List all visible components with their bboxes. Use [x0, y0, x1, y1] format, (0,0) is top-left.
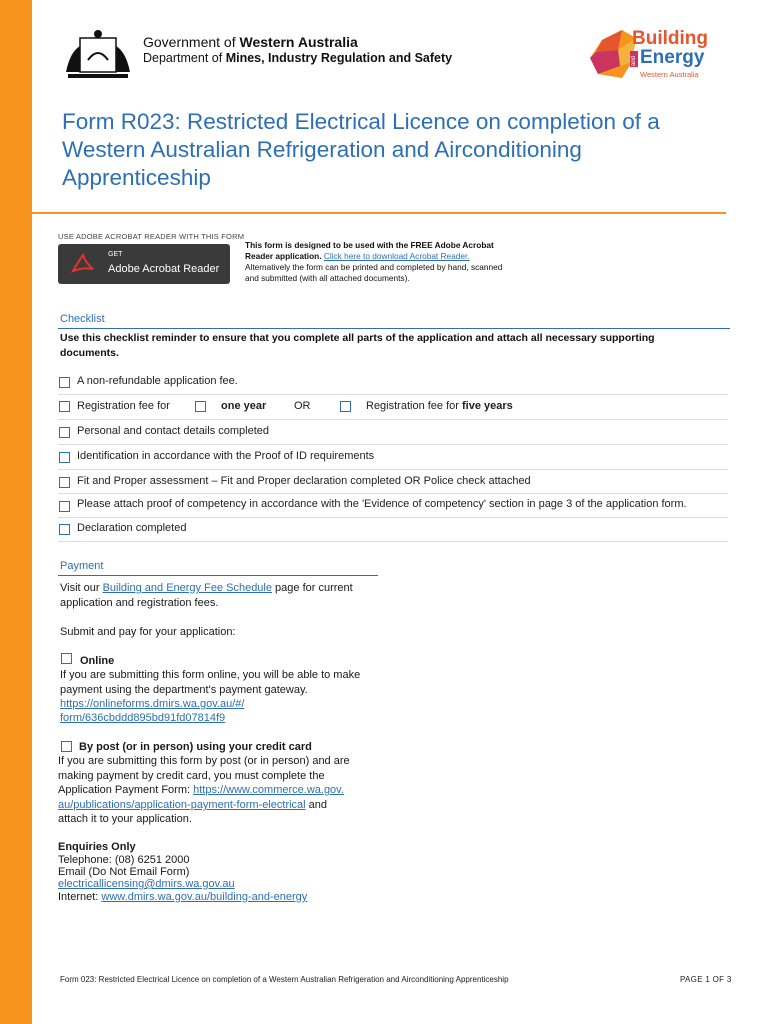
online-text: If you are submitting this form online, you will be able to make payment using the department's payment gateway.	[60, 669, 361, 696]
payment-form-link-cont[interactable]: au/publications/application-payment-form-electrical	[58, 799, 306, 811]
checklist-row-divider	[58, 541, 728, 542]
one-year-label: one year	[221, 400, 267, 412]
checkbox-personal-details[interactable]	[59, 427, 70, 438]
checkbox-registration-fee[interactable]	[59, 401, 70, 412]
checklist-row-divider	[58, 394, 728, 395]
fee-schedule-link[interactable]: Building and Energy Fee Schedule	[102, 582, 272, 594]
checklist-item-competency: Please attach proof of competency in accordance with the 'Evidence of competency' section in page 3 of the application form.	[77, 498, 687, 510]
enquiries-heading: Enquiries Only	[58, 841, 136, 853]
use-adobe-label: USE ADOBE ACROBAT READER WITH THIS FORM	[58, 232, 245, 241]
checklist-item-identification: Identification in accordance with the Proof of ID requirements	[77, 450, 375, 462]
post-text-5: attach it to your application.	[58, 813, 192, 825]
get-adobe-reader-button[interactable]	[58, 244, 230, 284]
adobe-note: This form is designed to be used with the FREE Adobe Acrobat Reader application. Click here to download Acrobat Reader. Alternatively the form can be printed and completed by hand, scanned and submitted (with all attached documents).	[245, 240, 503, 283]
or-label: OR	[294, 400, 311, 412]
payment-form-link[interactable]: https://www.commerce.wa.gov.	[193, 784, 344, 796]
enquiries-phone: Telephone: (08) 6251 2000	[58, 854, 190, 866]
building-and-energy-logo: Building and Energy Western Australia	[588, 28, 736, 84]
post-text-4: au/publications/application-payment-form-electrical and	[58, 799, 328, 811]
checklist-intro: Use this checklist reminder to ensure that you complete all parts of the application and attach all necessary supporting documents.	[60, 332, 655, 359]
checklist-item-registration-fee: Registration fee for	[77, 400, 170, 412]
enquiries-email-label: Email (Do Not Email Form)	[58, 866, 190, 878]
payment-divider	[58, 575, 378, 576]
internet-link[interactable]: www.dmirs.wa.gov.au/building-and-energy	[101, 891, 308, 903]
download-acrobat-link[interactable]: Click here to download Acrobat Reader.	[323, 251, 470, 261]
enquiries-internet: Internet: www.dmirs.wa.gov.au/building-and-energy	[58, 891, 308, 903]
checklist-row-divider	[58, 493, 728, 494]
footer-form-title: Form 023: Restricted Electrical Licence on completion of a Western Australian Refrigeration and Airconditioning Apprenticeship	[60, 975, 509, 984]
checkbox-post[interactable]	[61, 741, 72, 752]
checkbox-application-fee[interactable]	[59, 377, 70, 388]
checklist-row-divider	[58, 517, 728, 518]
online-label: Online	[80, 655, 115, 667]
online-form-link[interactable]: https://onlineforms.dmirs.wa.gov.au/#/	[60, 698, 245, 710]
checkbox-fit-and-proper[interactable]	[59, 477, 70, 488]
post-text-3: Application Payment Form: https://www.commerce.wa.gov.	[58, 784, 344, 796]
department-name: Department of Mines, Industry Regulation and Safety	[143, 51, 453, 65]
submit-pay-line: Submit and pay for your application:	[60, 626, 236, 638]
online-form-link-cont[interactable]: form/636cbddd895bd91fd07814f9	[60, 712, 226, 724]
checkbox-one-year[interactable]	[195, 401, 206, 412]
checkbox-declaration[interactable]	[59, 524, 70, 535]
payment-heading: Payment	[60, 560, 104, 572]
post-label: By post (or in person) using your credit card	[79, 741, 312, 753]
government-name: Government of Western Australia	[143, 34, 358, 50]
adobe-pdf-icon	[70, 253, 96, 275]
page-number: PAGE 1 OF 3	[680, 975, 732, 984]
post-text-2: making payment by credit card, you must complete the	[58, 770, 325, 782]
checklist-row-divider	[58, 419, 728, 420]
title-divider	[32, 212, 726, 214]
checklist-item-application-fee: A non-refundable application fee.	[77, 375, 238, 387]
form-title: Form R023: Restricted Electrical Licence on completion of a Western Australian Refrigeration and Airconditioning Apprenticeship	[62, 109, 660, 190]
five-years-label: Registration fee for five years	[366, 400, 513, 412]
checklist-heading: Checklist	[60, 313, 105, 325]
checklist-item-fit-and-proper: Fit and Proper assessment – Fit and Proper declaration completed OR Police check attached	[77, 475, 531, 487]
checklist-item-declaration: Declaration completed	[77, 522, 187, 534]
checkbox-identification[interactable]	[59, 452, 70, 463]
checklist-item-personal-details: Personal and contact details completed	[77, 425, 270, 437]
checkbox-competency[interactable]	[59, 501, 70, 512]
checkbox-online[interactable]	[61, 653, 72, 664]
orange-side-stripe	[0, 0, 32, 1024]
adobe-reader-label: Adobe Acrobat Reader	[108, 263, 220, 275]
checkbox-five-years[interactable]	[340, 401, 351, 412]
wa-coat-of-arms-icon	[62, 28, 134, 82]
post-text-1: If you are submitting this form by post (or in person) and are	[58, 755, 350, 767]
adobe-get-label: GET	[108, 251, 123, 258]
checklist-row-divider	[58, 444, 728, 445]
checklist-row-divider	[58, 469, 728, 470]
checklist-divider	[58, 328, 730, 329]
enquiries-email-link[interactable]: electricallicensing@dmirs.wa.gov.au	[58, 878, 235, 890]
fee-schedule-text: Visit our Building and Energy Fee Schedule page for current application and registration fees.	[60, 582, 353, 609]
